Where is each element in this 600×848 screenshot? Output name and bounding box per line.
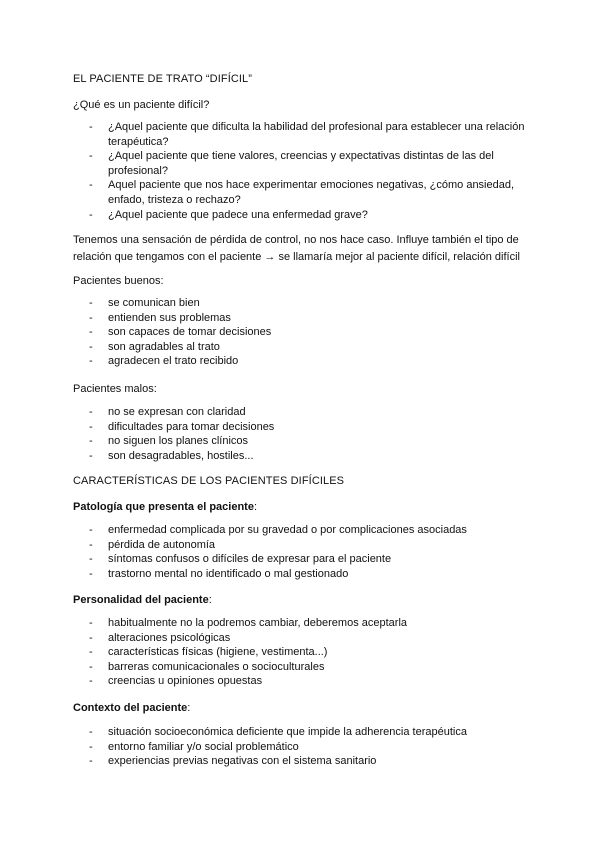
list-item: - creencias u opiniones opuestas bbox=[89, 675, 263, 688]
dash-bullet: - bbox=[89, 121, 93, 133]
list-item: - ¿Aquel paciente que tiene valores, creencias y expectativas distintas de las del profesional? bbox=[89, 150, 494, 177]
list-item: - se comunican bien bbox=[89, 297, 200, 309]
document-title: EL PACIENTE DE TRATO “DIFÍCIL” bbox=[73, 73, 253, 85]
dash-bullet: - bbox=[89, 326, 93, 339]
dash-bullet: - bbox=[89, 420, 93, 433]
dash-bullet: - bbox=[89, 726, 93, 738]
personality-colon: : bbox=[208, 594, 212, 606]
pathology-label: Patología que presenta el paciente bbox=[73, 501, 254, 513]
dash-bullet: - bbox=[89, 617, 93, 629]
context-heading bbox=[73, 701, 190, 716]
list-item: - entorno familiar y/o social problemático bbox=[89, 740, 299, 753]
list-item: - características físicas (higiene, vestimenta...) bbox=[89, 646, 328, 659]
personality-list bbox=[73, 616, 533, 689]
list-item: - son capaces de tomar decisiones bbox=[89, 326, 272, 339]
dash-bullet: - bbox=[89, 675, 93, 688]
pathology-colon: : bbox=[253, 501, 258, 513]
list-item: - barreras comunicacionales o socioculturales bbox=[89, 660, 325, 673]
list-item: - Aquel paciente que nos hace experimentar emociones negativas, ¿cómo ansiedad, enfado, tristeza o rechazo? bbox=[89, 179, 515, 206]
dash-bullet: - bbox=[89, 150, 93, 163]
list-item: - situación socioeconómica deficiente que impide la adherencia terapéutica bbox=[89, 726, 467, 738]
dash-bullet: - bbox=[89, 179, 93, 192]
list-item: - agradecen el trato recibido bbox=[89, 355, 239, 368]
dash-bullet: - bbox=[89, 631, 93, 644]
list-item: - síntomas confusos o difíciles de expresar para el paciente bbox=[89, 553, 392, 566]
dash-bullet: - bbox=[89, 538, 93, 551]
list-item: - son desagradables, hostiles... bbox=[89, 449, 254, 462]
pathology-list bbox=[73, 523, 533, 581]
dash-bullet: - bbox=[89, 435, 93, 448]
list-item: - no se expresan con claridad bbox=[89, 406, 246, 418]
dash-bullet: - bbox=[89, 567, 93, 580]
dash-bullet: - bbox=[89, 297, 93, 309]
dash-bullet: - bbox=[89, 755, 93, 768]
list-item: - no siguen los planes clínicos bbox=[89, 435, 249, 448]
good-patients-list bbox=[73, 296, 533, 369]
list-item: - entienden sus problemas bbox=[89, 311, 231, 324]
list-item: - enfermedad complicada por su gravedad o por complicaciones asociadas bbox=[89, 524, 467, 536]
list-item: - dificultades para tomar decisiones bbox=[89, 420, 275, 433]
control-paragraph: Tenemos una sensación de pérdida de control, no nos hace caso. Influye también el tipo de relación que tengamos con el paciente → se llamaría mejor al paciente difícil, relación difícil bbox=[73, 234, 520, 263]
bad-patients-list bbox=[73, 405, 533, 463]
dash-bullet: - bbox=[89, 660, 93, 673]
list-item: - ¿Aquel paciente que padece una enfermedad grave? bbox=[89, 208, 368, 221]
dash-bullet: - bbox=[89, 406, 93, 418]
list-item: - experiencias previas negativas con el sistema sanitario bbox=[89, 755, 377, 768]
dash-bullet: - bbox=[89, 340, 93, 353]
question-list bbox=[73, 120, 533, 222]
dash-bullet: - bbox=[89, 449, 93, 462]
personality-heading bbox=[73, 593, 212, 608]
bad-patients-label: Pacientes malos: bbox=[73, 383, 157, 395]
dash-bullet: - bbox=[89, 646, 93, 659]
context-list bbox=[73, 725, 533, 769]
pathology-heading bbox=[73, 500, 257, 515]
dash-bullet: - bbox=[89, 740, 93, 753]
characteristics-title: CARACTERÍSTICAS DE LOS PACIENTES DIFÍCILES bbox=[73, 475, 345, 487]
list-item: - son agradables al trato bbox=[89, 340, 220, 353]
context-label: Contexto del paciente bbox=[73, 702, 188, 714]
personality-label: Personalidad del paciente bbox=[73, 594, 209, 606]
dash-bullet: - bbox=[89, 208, 93, 221]
context-colon: : bbox=[187, 702, 191, 714]
list-item: - alteraciones psicológicas bbox=[89, 631, 231, 644]
list-item: - pérdida de autonomía bbox=[89, 538, 216, 551]
dash-bullet: - bbox=[89, 553, 93, 566]
list-item: - trastorno mental no identificado o mal gestionado bbox=[89, 567, 349, 580]
list-item: - ¿Aquel paciente que dificulta la habilidad del profesional para establecer una relación terapéutica? bbox=[89, 121, 525, 148]
list-item: - habitualmente no la podremos cambiar, deberemos aceptarla bbox=[89, 617, 408, 629]
question-heading: ¿Qué es un paciente difícil? bbox=[73, 99, 210, 111]
dash-bullet: - bbox=[89, 355, 93, 368]
dash-bullet: - bbox=[89, 524, 93, 536]
good-patients-label: Pacientes buenos: bbox=[73, 275, 164, 287]
dash-bullet: - bbox=[89, 311, 93, 324]
